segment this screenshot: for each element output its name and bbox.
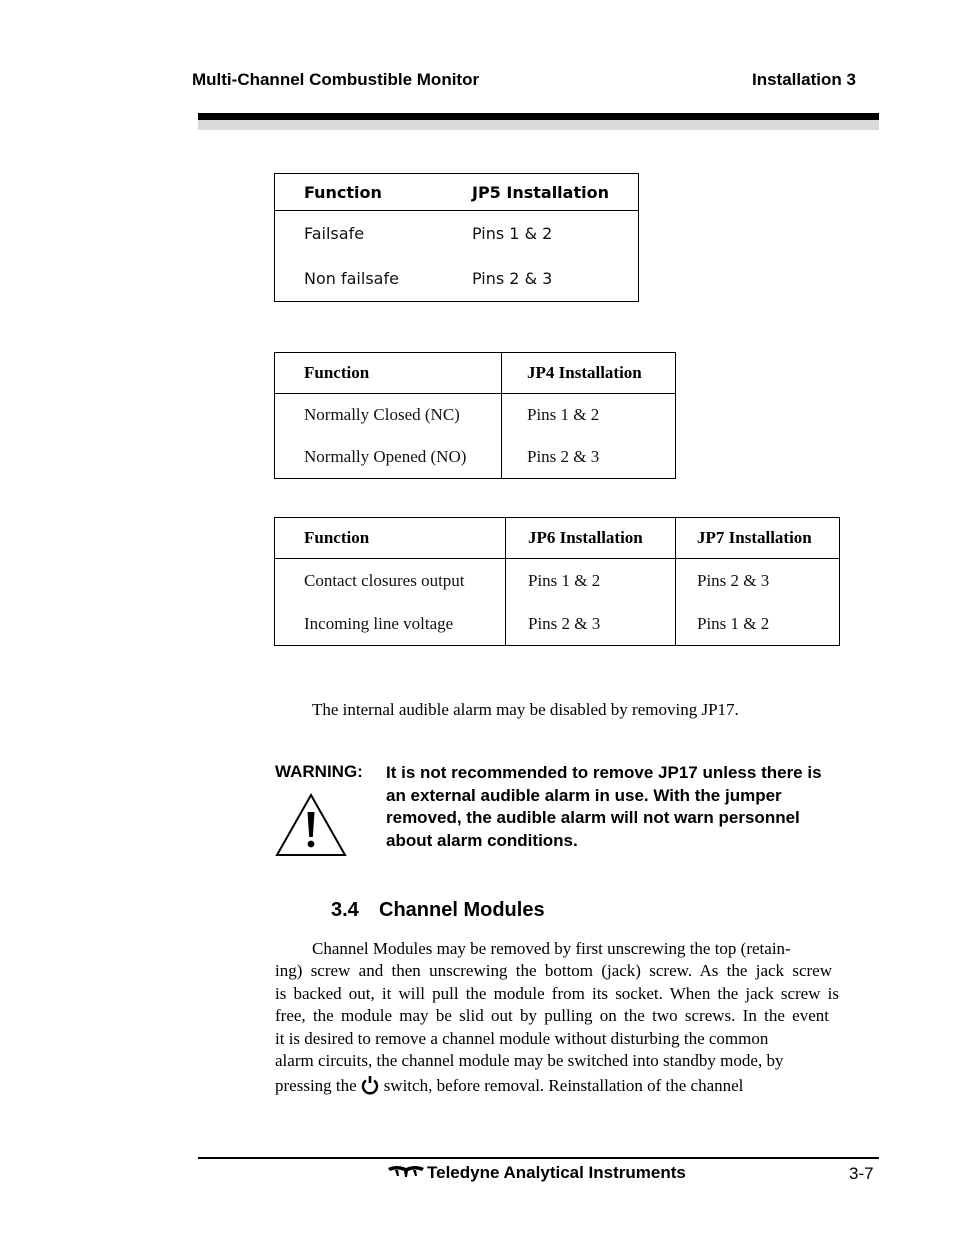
section-title: Channel Modules xyxy=(379,899,545,921)
table-row xyxy=(275,256,639,302)
table-header-row xyxy=(275,353,676,394)
header-rule xyxy=(198,113,879,120)
jp4-table xyxy=(274,352,676,479)
footer-company: Teledyne Analytical Instruments xyxy=(427,1163,686,1182)
paragraph-line: is backed out, it will pull the module from its socket. When the jack screw is xyxy=(275,984,839,1003)
table-cell: Incoming line voltage xyxy=(275,602,506,646)
column-header: JP5 Installation xyxy=(472,174,639,211)
table-cell: Pins 2 & 3 xyxy=(527,447,600,466)
column-header: Function xyxy=(275,353,502,394)
section-number: 3.4 xyxy=(331,899,359,921)
table-cell: Pins 1 & 2 xyxy=(697,613,770,633)
table-cell: Pins 1 & 2 xyxy=(472,224,553,243)
warning-text: It is not recommended to remove JP17 unless there is an external audible alarm in use. With the jumper removed, the audible alarm will not warn personnel about alarm conditions. xyxy=(386,763,822,851)
paragraph-text: pressing the xyxy=(275,1076,357,1095)
table-row xyxy=(275,211,639,257)
column-header: JP7 Installation xyxy=(676,518,840,559)
warning-triangle-icon xyxy=(274,792,348,858)
table-row xyxy=(275,559,840,603)
header-rule-shadow xyxy=(198,120,879,130)
table-row xyxy=(275,436,676,479)
table-cell: Failsafe xyxy=(304,224,365,243)
paragraph-text: switch, before removal. Reinstallation of the channel xyxy=(383,1076,744,1095)
table-cell: Pins 2 & 3 xyxy=(506,602,676,646)
paragraph-line: free, the module may be slid out by pulling on the two screws. In the event xyxy=(275,1006,829,1025)
column-header: Function xyxy=(275,174,473,211)
running-header-title: Multi-Channel Combustible Monitor xyxy=(192,70,480,89)
paragraph-line xyxy=(275,1074,840,1098)
column-header: Function xyxy=(275,518,506,559)
page-number: 3-7 xyxy=(849,1164,874,1183)
paragraph-line: it is desired to remove a channel module without disturbing the common xyxy=(275,1029,769,1048)
table-cell: Normally Closed (NC) xyxy=(275,394,502,437)
running-header-chapter: Installation 3 xyxy=(752,70,856,89)
table-row xyxy=(275,394,676,437)
table-cell: Pins 2 & 3 xyxy=(472,269,553,288)
table-cell: Contact closures output xyxy=(275,559,506,603)
table-cell: Pins 2 & 3 xyxy=(697,570,770,590)
paragraph-line: ing) screw and then unscrewing the bottom (jack) screw. As the jack screw xyxy=(275,961,832,980)
table-row xyxy=(275,602,840,646)
warning-label: WARNING: xyxy=(275,762,363,781)
paragraph-line: alarm circuits, the channel module may be switched into standby mode, by xyxy=(275,1051,784,1070)
footer-rule xyxy=(198,1157,879,1159)
paragraph-line: Channel Modules may be removed by first unscrewing the top (retain- xyxy=(312,939,791,958)
table-header-row xyxy=(275,518,840,559)
jp6-jp7-table xyxy=(274,517,840,646)
column-header: JP4 Installation xyxy=(502,353,676,394)
table-header-row xyxy=(275,174,639,211)
section-heading xyxy=(331,899,545,922)
table-cell: Non failsafe xyxy=(304,269,399,288)
standby-power-icon xyxy=(360,1074,380,1096)
column-header: JP6 Installation xyxy=(506,518,676,559)
table-cell: Pins 1 & 2 xyxy=(527,405,600,424)
alarm-note: The internal audible alarm may be disabled by removing JP17. xyxy=(312,700,739,719)
teledyne-logo-icon xyxy=(388,1164,424,1178)
jp5-table xyxy=(274,173,639,302)
table-cell: Pins 1 & 2 xyxy=(506,559,676,603)
table-cell: Normally Opened (NO) xyxy=(275,436,502,479)
